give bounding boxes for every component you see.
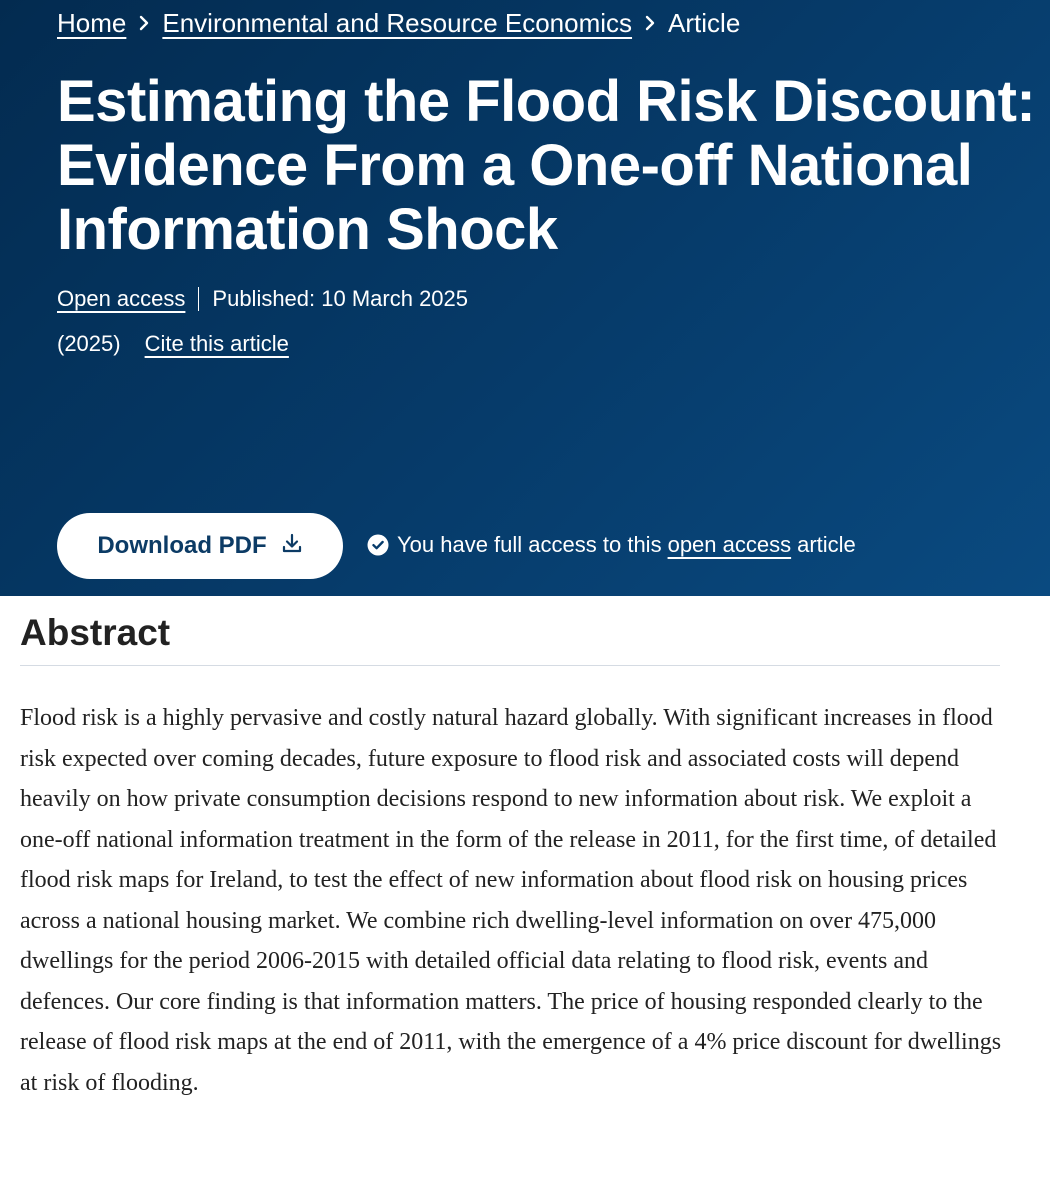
abstract-heading: Abstract bbox=[20, 612, 171, 653]
breadcrumb bbox=[57, 6, 740, 40]
meta-divider bbox=[198, 287, 199, 311]
article-title: Estimating the Flood Risk Discount: Evidence From a One-off National Information Shock bbox=[57, 69, 1036, 262]
article-year: (2025) bbox=[57, 331, 121, 356]
access-prefix: You have full access to this bbox=[397, 532, 662, 557]
check-circle-icon bbox=[367, 534, 389, 556]
abstract-divider bbox=[20, 665, 1000, 666]
breadcrumb-journal-link[interactable]: Environmental and Resource Economics bbox=[162, 8, 633, 38]
access-status bbox=[367, 530, 856, 560]
download-pdf-button[interactable] bbox=[57, 513, 343, 579]
download-pdf-label: Download PDF bbox=[97, 532, 267, 559]
access-open-access-link[interactable]: open access bbox=[667, 532, 792, 557]
access-suffix: article bbox=[797, 532, 856, 557]
article-header bbox=[0, 0, 1050, 596]
chevron-right-icon bbox=[632, 15, 668, 31]
download-icon bbox=[281, 532, 303, 561]
chevron-right-icon bbox=[126, 15, 162, 31]
abstract-text: Flood risk is a highly pervasive and costly natural hazard globally. With significant increases in flood risk expected over coming decades, future exposure to flood risk and associated costs will depend heavily on how private consumption decisions respond to new information about risk. We exploit a one-off national information treatment in the form of the release in 2011, for the first time, of detailed flood risk maps for Ireland, to test the effect of new information about flood risk on housing prices across a national housing market. We combine rich dwelling-level information on over 475,000 dwellings for the period 2006-2015 with detailed official data relating to flood risk, events and defences. Our core finding is that information matters. The price of housing responded clearly to the release of flood risk maps at the end of 2011, with the emergence of a 4% price discount for dwellings at risk of flooding. bbox=[20, 705, 1002, 1096]
breadcrumb-home-link[interactable]: Home bbox=[57, 8, 127, 38]
published-date: Published: 10 March 2025 bbox=[212, 286, 469, 311]
article-meta bbox=[57, 285, 468, 313]
open-access-link[interactable]: Open access bbox=[57, 286, 186, 311]
cite-article-link[interactable]: Cite this article bbox=[144, 331, 289, 356]
breadcrumb-current: Article bbox=[668, 8, 741, 38]
article-citation-row bbox=[57, 330, 289, 358]
